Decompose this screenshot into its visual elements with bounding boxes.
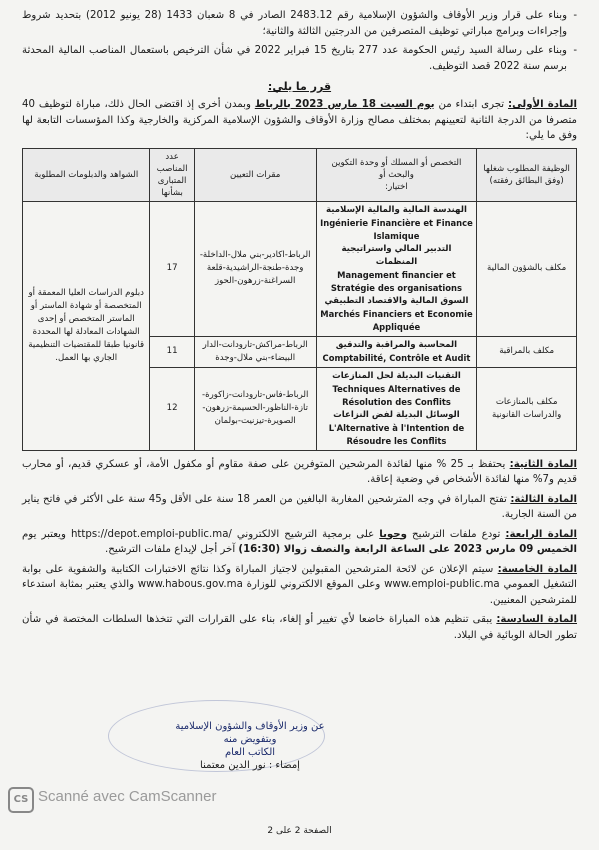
specialty-cell: الهندسة المالية والمالية الإسلامية Ingénierie Financière et Finance Islamique التدبير المالي واستراتيجية المنظمات Management financier et Stratégie des organisations السوق المالية والاقتصاد التطبيقي Marchés Financiers et Economie Appliquée	[316, 201, 477, 336]
article-2: المادة الثانية: يحتفظ بـ 25 % منها لفائدة المرشحين المتوفرين على صفة مقاوم أو مكفول الأمة، أو عسكري قديم، أو محارب قديم و7% منها لفائدة الأشخاص في وضعية إعاقة.	[22, 458, 577, 485]
scanner-watermark	[0, 784, 599, 814]
seats-cell: 17	[150, 201, 194, 336]
habous-link[interactable]: www.habous.gov.ma	[137, 579, 243, 590]
emploi-public-link[interactable]: www.emploi-public.ma	[384, 579, 500, 590]
exam-date: يوم السبت 18 مارس 2023 بالرباط	[254, 99, 435, 110]
article-3-title: المادة الثالثة:	[510, 493, 577, 505]
deadline: الخميس 09 مارس 2023 على الساعة الرابعة والنصف زوالا (16:30)	[238, 544, 577, 555]
seats-cell: 12	[150, 367, 194, 450]
position-cell: مكلف بالمراقبة	[477, 336, 577, 367]
article-5: المادة الخامسة: سيتم الإعلان عن لائحة المترشحين المقبولين لاجتياز المباراة وكذا نتائج الاختبارات الكتابية والشفوية على بوابة التشغيل العمومي www.emploi-public.ma وعلى الموقع الالكتروني للوزارة www.habous.gov.ma والذي يعتبر بمثابة استدعاء للمترشحين المعنيين.	[22, 563, 577, 606]
article-6-title: المادة السادسة:	[496, 614, 577, 625]
article-1: المادة الأولى: تجرى ابتداء من يوم السبت 18 مارس 2023 بالرباط وبمدن أخرى إذ اقتضى الحال ذلك، مباراة لتوظيف 40 متصرفا من الدرجة الثانية لتعيينهم بمختلف مصالح وزارة الأوقاف والشؤون الإسلامية المركزية والخارجية وكذا المؤسسات التابعة لها وفق ما يلي:	[22, 99, 577, 141]
diplomas-cell: دبلوم الدراسات العليا المعمقة أو المتخصصة أو شهادة الماستر أو الماستر المتخصص أو إحدى الشهادات المعادلة لها المحددة قانونيا طبقا للمقتضيات التنظيمية الجاري بها العمل.	[23, 201, 150, 450]
scanner-text: Scanné avec CamScanner	[38, 788, 217, 805]
depot-link[interactable]: https://depot.emploi-public.ma/	[70, 528, 232, 540]
article-5-title: المادة الخامسة:	[497, 563, 577, 575]
preamble-clause-2: - وبناء على رسالة السيد رئيس الحكومة عدد 277 بتاريخ 15 فبراير 2022 في شأن الترخيص باستعمال المناصب المالية المحدثة برسم سنة 2022 قصد التوظيف.	[22, 43, 577, 74]
article-4: المادة الرابعة: تودع ملفات الترشيح وجوبا على برمجية الترشيح الالكتروني https://depot.emploi-public.ma/ ويعتبر يوم الخميس 09 مارس 2023 على الساعة الرابعة والنصف زوالا (16:30) آخر أجل لإيداع ملفات الترشيح.	[22, 528, 577, 555]
decides-heading: قرر ما يلي:	[267, 80, 332, 93]
preamble-clause-1: - وبناء على قرار وزير الأوقاف والشؤون الإسلامية رقم 2483.12 الصادر في 8 شعبان 1433 (28 يونيو 2012) بتحديد شروط وإجراءات وبرامج مباراتي توظيف المتصرفين من الدرجتين الثالثة والثانية؛	[22, 8, 577, 39]
table-row	[23, 201, 577, 336]
signature-line-3: الكاتب العام	[224, 747, 276, 758]
locations-cell: الرباط-اكادير-بني ملال-الداخلة-وجدة-طنجة-الراشيدية-قلعة السراغنة-زرهون-الحوز	[194, 201, 316, 336]
article-3: المادة الثالثة: تفتح المباراة في وجه المترشحين المغاربة البالغين من العمر 18 سنة على الأقل و45 سنة على الأكثر في فاتح يناير من السنة الجارية.	[22, 493, 577, 520]
header-diplomas: الشواهد والدبلومات المطلوبة	[23, 148, 150, 201]
seats-cell: 11	[150, 336, 194, 367]
signature-line-1: عن وزير الأوقاف والشؤون الإسلامية	[175, 721, 325, 732]
position-cell: مكلف بالمنازعات والدراسات القانونية	[477, 367, 577, 450]
article-6: المادة السادسة: يبقى تنظيم هذه المباراة خاضعا لأي تغيير أو إلغاء، بناء على القرارات التي تتخذها السلطات المختصة في شأن تطور الحالة الوبائية في البلاد.	[22, 614, 577, 641]
page-number: الصفحة 2 على 2	[267, 826, 332, 836]
article-4-title: المادة الرابعة:	[505, 528, 577, 540]
header-locations: مقرات التعيين	[194, 148, 316, 201]
article-1-title: المادة الأولى:	[508, 99, 577, 110]
positions-table	[22, 148, 577, 451]
locations-cell: الرباط-مراكش-تارودانت-الدار البيضاء-بني ملال-وجدة	[194, 336, 316, 367]
camscanner-icon: CS	[8, 787, 34, 813]
signature-line-2: وبتفويض منه	[223, 734, 277, 745]
position-cell: مكلف بالشؤون المالية	[477, 201, 577, 336]
locations-cell: الرباط-فاس-تارودانت-زاكورة-تازة-الناظور-الحسيمة-زرهون-الصويرة-تيزنيت-بولمان	[194, 367, 316, 450]
header-position: الوظيفة المطلوب شغلها (وفق البطائق رفقته)	[477, 148, 577, 201]
header-specialty: التخصص أو المسلك أو وحدة التكوين والبحث أو اختيار:	[316, 148, 477, 201]
header-seats: عدد المناصب المتبارى بشأنها	[150, 148, 194, 201]
table-header-row	[23, 148, 577, 201]
signature-name: إمضاء : نور الدين معتمنا	[200, 760, 300, 771]
specialty-cell: المحاسبة والمراقبة والتدقيق Comptabilité, Contrôle et Audit	[316, 336, 477, 367]
signature-block	[150, 720, 350, 772]
article-2-title: المادة الثانية:	[509, 458, 577, 470]
specialty-cell: التقنيات البديلة لحل المنازعات Techniques Alternatives de Résolution des Conflits الوسائل البديلة لفض النزاعات L'Alternative à l'Intention de Résoudre les Conflits	[316, 367, 477, 450]
